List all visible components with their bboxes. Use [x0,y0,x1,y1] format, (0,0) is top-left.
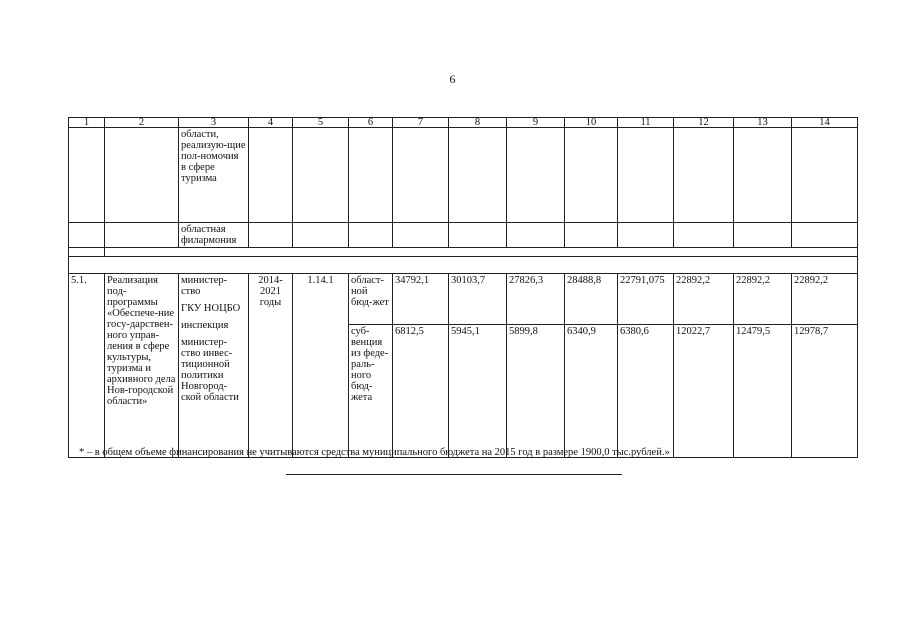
executor-cell [179,223,249,248]
value-cell: 6340,9 [565,325,618,458]
column-header: 14 [792,118,858,128]
table-row [69,274,858,325]
column-header: 3 [179,118,249,128]
value-cell: 12978,7 [792,325,858,458]
column-header: 8 [449,118,507,128]
separator-line [286,474,622,475]
executor-text: инспекция [181,320,229,331]
value-cell: 6812,5 [393,325,449,458]
value-cell: 30103,7 [449,274,507,325]
column-header: 13 [734,118,792,128]
table-row [69,223,858,248]
column-header: 5 [293,118,349,128]
funding-source: суб-венция из феде-раль-ного бюд-жета [349,325,393,458]
value-cell: 34792,1 [393,274,449,325]
column-header: 10 [565,118,618,128]
column-header: 7 [393,118,449,128]
table-row [69,128,858,223]
row-number: 5.1. [69,274,105,458]
column-header: 4 [249,118,293,128]
value-cell: 12479,5 [734,325,792,458]
footnote: * – в общем объеме финансирования не учитываются средства муниципального бюджета на 2015 год в размере 1900,0 тыс.рублей.» [79,447,670,458]
period-cell: 2014-2021 годы [249,274,293,458]
value-cell: 22791,075 [618,274,674,325]
value-cell: 12022,7 [674,325,734,458]
executor-text: области, реализую-щие пол-номочия в сфере туризма [181,129,246,184]
value-cell: 6380,6 [618,325,674,458]
column-header: 9 [507,118,565,128]
executor-cell [179,128,249,223]
measure-name: Реализация под-программы «Обеспече-ние госу-дарствен-ного управ-ления в сфере культуры, туризма и архивного дела Нов-городской области» [105,274,179,458]
table-header-row [69,118,858,128]
value-cell: 22892,2 [674,274,734,325]
funding-table [68,117,858,458]
executor-text: ГКУ НОЦБО [181,303,241,314]
value-cell: 5945,1 [449,325,507,458]
value-cell: 22892,2 [792,274,858,325]
funding-source: област-ной бюд-жет [349,274,393,325]
executor-text: министер-ство инвес-тиционной политики Новгород-ской области [181,337,239,403]
column-header: 12 [674,118,734,128]
value-cell: 22892,2 [734,274,792,325]
executor-cell [179,274,249,458]
value-cell: 27826,3 [507,274,565,325]
executor-text: министер-ство [181,275,228,297]
value-cell: 5899,8 [507,325,565,458]
code-cell: 1.14.1 [293,274,349,458]
executor-text: областная филармония [181,224,237,246]
table-row-gap [69,248,858,257]
column-header: 11 [618,118,674,128]
column-header: 2 [105,118,179,128]
column-header: 6 [349,118,393,128]
value-cell: 28488,8 [565,274,618,325]
page-number: 6 [449,72,456,86]
table-row-separator [69,257,858,274]
column-header: 1 [69,118,105,128]
